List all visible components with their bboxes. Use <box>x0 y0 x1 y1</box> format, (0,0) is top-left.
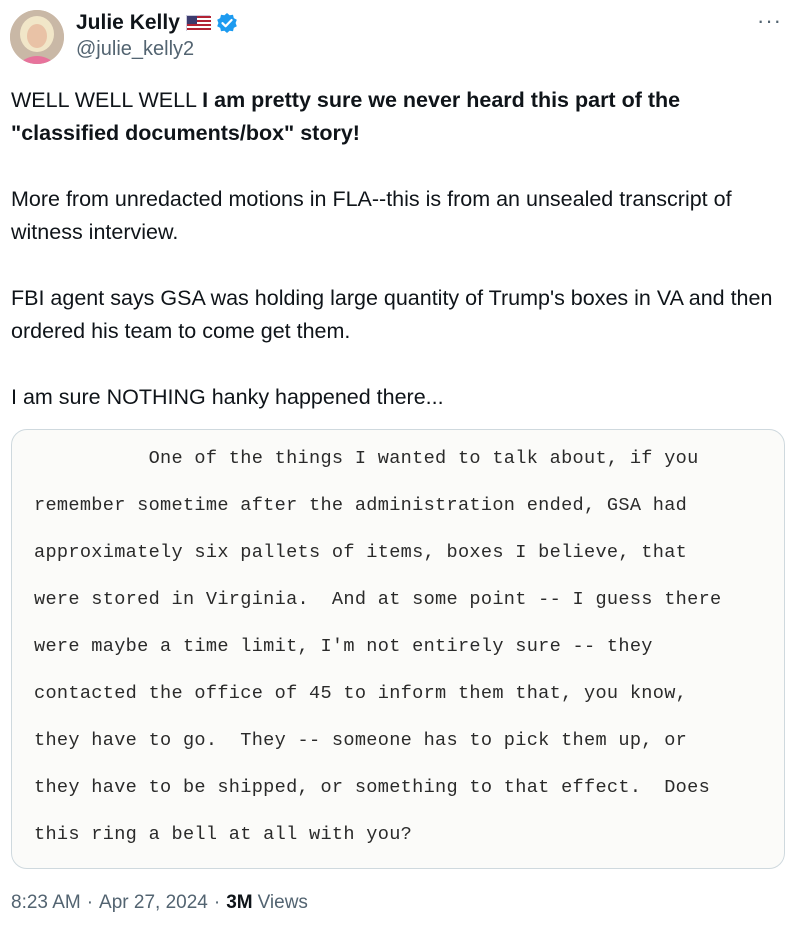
tweet-time[interactable]: 8:23 AM <box>11 892 81 913</box>
transcript-image[interactable] <box>11 429 785 869</box>
avatar[interactable] <box>10 10 64 64</box>
tweet-paragraph-3: FBI agent says GSA was holding large quantity of Trump's boxes in VA and then ordered his team to come get them. <box>11 286 773 343</box>
transcript-line: this ring a bell at all with you? <box>34 824 413 845</box>
transcript-line: they have to go. They -- someone has to pick them up, or <box>34 730 688 751</box>
separator: · <box>86 892 94 913</box>
tweet-bold-text: I am pretty sure we never heard this part of the "classified documents/box" story! <box>11 88 681 145</box>
transcript-line: One of the things I wanted to talk about, if you <box>34 448 699 469</box>
author-handle[interactable]: @julie_kelly2 <box>76 38 195 60</box>
transcript-line: were stored in Virginia. And at some point -- I guess there <box>34 589 722 610</box>
tweet-intro: WELL WELL WELL <box>11 88 203 112</box>
tweet-paragraph-2: More from unredacted motions in FLA--this is from an unsealed transcript of witness interview. <box>11 187 732 244</box>
tweet-text <box>11 84 786 414</box>
transcript-line: contacted the office of 45 to inform them that, you know, <box>34 683 688 704</box>
views-count[interactable]: 3M <box>226 892 253 913</box>
transcript-line: remember sometime after the administration ended, GSA had <box>34 495 688 516</box>
tweet-date[interactable]: Apr 27, 2024 <box>99 892 208 913</box>
views-label: Views <box>257 892 308 913</box>
tweet-paragraph-4: I am sure NOTHING hanky happened there... <box>11 385 444 409</box>
author-name-row <box>76 10 238 36</box>
transcript-line: approximately six pallets of items, boxes I believe, that <box>34 542 688 563</box>
more-options-icon[interactable]: ··· <box>757 8 782 33</box>
transcript-line: were maybe a time limit, I'm not entirely sure -- they <box>34 636 653 657</box>
verified-badge-icon <box>216 12 238 34</box>
transcript-line: they have to be shipped, or something to that effect. Does <box>34 777 711 798</box>
tweet-paragraph-1 <box>11 84 786 150</box>
display-name[interactable]: Julie Kelly <box>76 11 180 34</box>
tweet-metadata <box>11 892 308 914</box>
us-flag-icon <box>186 15 210 31</box>
separator: · <box>213 892 221 913</box>
